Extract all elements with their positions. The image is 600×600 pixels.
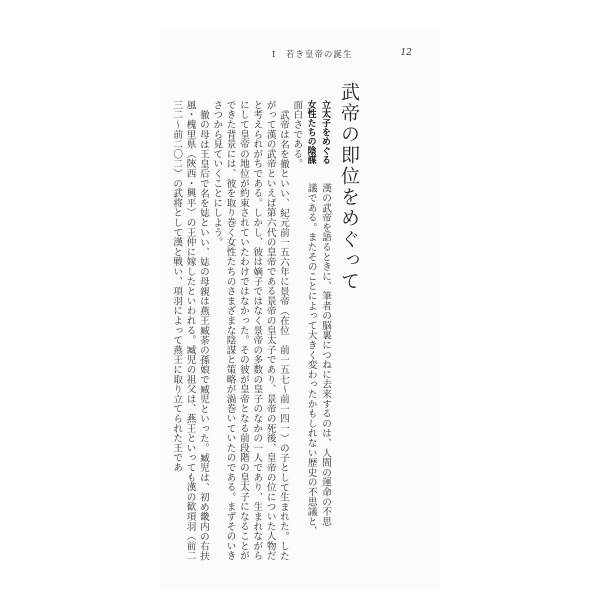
book-page bbox=[160, 30, 440, 590]
paragraph-1-line-2 bbox=[303, 100, 317, 570]
paragraph-1-line-3: 面白さである。 bbox=[291, 100, 303, 169]
paragraph-3: 徹の母は王皇后で名を娡といい、娡の母親は燕王臧荼の孫娘で臧児といった。臧児は、初め畿内の右扶風・槐里県（陝西・興平）の王仲に嫁したといわれる。臧児の祖父は、燕王といっても漢の歓項羽（前二三二～前二〇二）の武将として漢と戦い、項羽によって燕王に取り立てられた王であ bbox=[171, 100, 209, 561]
paragraph-text: 漢の武帝を語るときに、筆者の脳裏につねに去来するのは、人間の運命の不思 bbox=[320, 183, 331, 527]
section-title: 武帝の即位をめぐって bbox=[338, 82, 360, 292]
sidehead-line-1: 立太子をめぐる bbox=[320, 100, 330, 165]
sidehead-line-2: 女性たちの陰謀 bbox=[305, 100, 316, 165]
paragraph-text: 議である。またそのことによって大きく変わったかもしれない歴史の不思議と、 bbox=[305, 183, 317, 537]
running-head: Ⅰ 若き皇帝の誕生 bbox=[272, 50, 353, 60]
paragraph-1-line-1 bbox=[318, 100, 332, 570]
page-number: 12 bbox=[400, 48, 412, 58]
page-header bbox=[160, 48, 440, 62]
body-text bbox=[171, 100, 332, 570]
paragraph-2: 武帝は名を徹といい、紀元前一五六年に景帝（在位 前一五七～前一四一）の子として生まれた。したがって漢の武帝といえば第六代の皇帝である景帝の皇太子であり、景帝の死後、皇帝の位についた人物だと考えられがちである。しかし、彼は嫡子ではなく景帝の多数の皇子のなかの一人であり、生まれながらにして皇帝の地位が約束されていたわけではなかった。その彼が皇帝となる前段階の皇太子になることができた背景には、彼を取り巻く女性たちのさまざまな陰謀と策略が渦巻いていたのである。まずそのいきさつから見ていくことにしよう。 bbox=[211, 100, 289, 561]
